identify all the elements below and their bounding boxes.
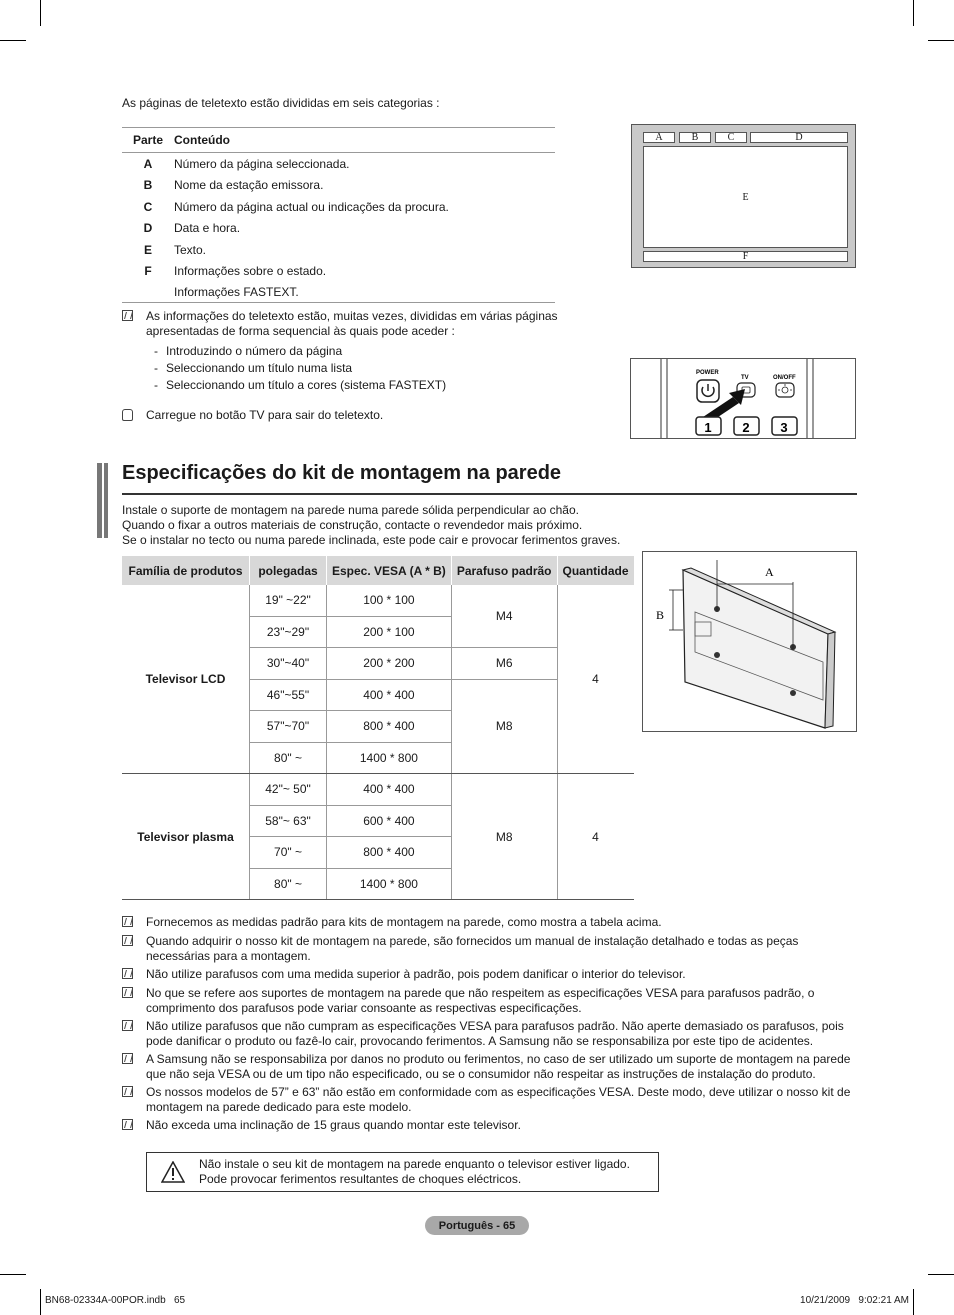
table-row (122, 585, 634, 616)
vesa-cell: 400 * 400 (327, 774, 452, 806)
list-item: Quando adquirir o nosso kit de montagem na parede, são fornecidos um manual de instalação detalhado e todas as peças necessárias para a montagem. (122, 934, 857, 964)
note-icon (122, 987, 133, 998)
vesa-cell: 800 * 400 (327, 711, 452, 743)
table-row (122, 175, 555, 197)
press-note (122, 408, 383, 425)
onoff-button-icon (776, 383, 794, 397)
heading-bar (104, 463, 108, 538)
footer-file: BN68-02334A-00POR.indb 65 (45, 1295, 186, 1306)
table-row (122, 239, 555, 261)
parts-table (122, 127, 555, 303)
page-number-badge: Português - 65 (425, 1216, 529, 1235)
crop-mark (0, 40, 26, 41)
inches-cell: 46"~55" (250, 679, 327, 711)
intro-text: As páginas de teletexto estão divididas em seis categorias : (122, 96, 440, 110)
crop-mark (928, 1274, 954, 1275)
list-item: Os nossos modelos de 57” e 63” não estão em conformidade com as especificações VESA. Deste modo, deve utilizar o nosso kit de montagem na parede dedicado para este modelo. (122, 1085, 857, 1115)
segment-d: D (750, 132, 848, 143)
note-icon (122, 1053, 133, 1064)
list-item: Não utilize parafusos que não cumpram as especificações VESA para parafusos padrão. Não aperte demasiado os parafusos, pois pode danificar o produto ou fazê-lo cair, provocando ferimentos. A Samsung não se responsabiliza por este tipo de acidentes. (122, 1019, 857, 1049)
inches-cell: 80" ~ (250, 742, 327, 774)
screw-cell: M8 (451, 679, 557, 774)
inches-cell: 42"~ 50" (250, 774, 327, 806)
segment-e: E (643, 146, 848, 248)
wall-mount-figure (642, 551, 857, 732)
inches-cell: 70" ~ (250, 837, 327, 869)
note-icon (122, 968, 133, 979)
screw-cell: M8 (451, 774, 557, 900)
part-letter: E (143, 242, 152, 257)
dimension-a-label: A (765, 565, 774, 579)
header-quantity: Quantidade (557, 556, 634, 585)
family-plasma: Televisor plasma (122, 774, 250, 900)
teletext-screen-figure (631, 124, 856, 268)
table-header-row (122, 556, 634, 585)
inches-cell: 23"~29" (250, 616, 327, 648)
part-letter: F (144, 264, 152, 279)
note-icon (122, 1020, 133, 1031)
remote-control-figure (630, 358, 856, 439)
crop-mark (928, 40, 954, 41)
vesa-cell: 200 * 200 (327, 648, 452, 680)
heading-rule (122, 493, 857, 495)
power-label: POWER (696, 370, 719, 376)
part-content: Texto. (174, 242, 207, 257)
part-letter: A (143, 156, 153, 171)
part-content: Data e hora. (174, 221, 241, 236)
tv-back-drawing (683, 568, 835, 728)
header-family: Família de produtos (122, 556, 250, 585)
key-1: 1 (704, 420, 712, 435)
vesa-cell: 800 * 400 (327, 837, 452, 869)
quantity-cell: 4 (557, 585, 634, 774)
teletext-list (146, 344, 446, 392)
table-row (122, 218, 555, 240)
segment-b: B (679, 132, 711, 143)
onoff-label: ON/OFF (773, 375, 796, 381)
note-icon (122, 1086, 133, 1097)
list-item: A Samsung não se responsabiliza por danos no produto ou ferimentos, no caso de ser utilizado um suporte de montagem na parede que não seja VESA ou de um tipo não especificado, ou se o consumidor não respeitar as instruções de instalação do produto. (122, 1052, 857, 1082)
part-letter: B (143, 178, 153, 193)
table-row (122, 261, 555, 283)
part-letter: D (143, 221, 153, 236)
note-icon (122, 935, 133, 946)
table-row (122, 196, 555, 218)
vesa-cell: 200 * 100 (327, 616, 452, 648)
inches-cell: 30"~40" (250, 648, 327, 680)
inches-cell: 57"~70" (250, 711, 327, 743)
screw-cell: M4 (451, 585, 557, 648)
note-icon (122, 310, 133, 321)
list-item: - Introduzindo o número da página (154, 344, 343, 358)
warning-box (146, 1152, 659, 1192)
section-paragraph: Instale o suporte de montagem na parede numa parede sólida perpendicular ao chão. Quando o fixar a outros materiais de construção, contacte o revendedor mais próximo. Se o instalar no tecto ou numa parede inclinada, este pode cair e provocar ferimentos graves. (122, 503, 621, 547)
part-content: Número da página seleccionada. (174, 156, 350, 171)
table-row (122, 282, 555, 302)
crop-mark (40, 0, 41, 26)
parts-table-header (122, 128, 555, 153)
vesa-cell: 100 * 100 (327, 585, 452, 616)
vesa-cell: 400 * 400 (327, 679, 452, 711)
inches-cell: 80" ~ (250, 868, 327, 900)
inches-cell: 58"~ 63" (250, 805, 327, 837)
notes-list (122, 915, 857, 1137)
note-icon (122, 916, 133, 927)
crop-mark (913, 0, 914, 26)
vesa-cell: 1400 * 800 (327, 868, 452, 900)
part-letter: C (143, 199, 153, 214)
inches-cell: 19" ~22" (250, 585, 327, 616)
header-screw: Parafuso padrão (451, 556, 557, 585)
vesa-cell: 1400 * 800 (327, 742, 452, 774)
crop-mark (40, 1289, 41, 1315)
segment-c: C (715, 132, 747, 143)
table-row (122, 774, 634, 806)
list-item: Não utilize parafusos com uma medida superior à padrão, pois podem danificar o interior do televisor. (122, 967, 857, 983)
footer-date: 10/21/2009 9:02:21 AM (800, 1295, 909, 1306)
list-item: No que se refere aos suportes de montagem na parede que não respeitem as especificações VESA para parafusos padrão, o comprimento dos parafusos pode variar consoante as respectivas especificações. (122, 986, 857, 1016)
teletext-note-text: As informações do teletexto estão, muitas vezes, divididas em várias páginas apresentadas de forma sequencial às quais pode aceder : (146, 309, 558, 338)
segment-f: F (643, 251, 848, 262)
heading-bar (97, 463, 102, 538)
digit-keys (696, 417, 797, 435)
crop-mark (913, 1289, 914, 1315)
list-item: - Seleccionando um título numa lista (154, 361, 353, 375)
segment-a: A (643, 132, 675, 143)
part-content-extra: Informações FASTEXT. (174, 285, 299, 299)
list-item: Fornecemos as medidas padrão para kits de montagem na parede, como mostra a tabela acima. (122, 915, 857, 931)
note-icon (122, 1119, 133, 1130)
tv-label: TV (741, 375, 749, 381)
list-item: Não exceda uma inclinação de 15 graus quando montar este televisor. (122, 1118, 857, 1134)
header-vesa: Espec. VESA (A * B) (327, 556, 452, 585)
vesa-cell: 600 * 400 (327, 805, 452, 837)
warning-text: Não instale o seu kit de montagem na parede enquanto o televisor estiver ligado. Pode provocar ferimentos resultantes de choques eléctricos. (199, 1157, 630, 1186)
header-inches: polegadas (250, 556, 327, 585)
teletext-note (122, 309, 582, 339)
dimension-b-label: B (656, 608, 665, 622)
quantity-cell: 4 (557, 774, 634, 900)
header-part: Parte (132, 133, 164, 147)
list-item: - Seleccionando um título a cores (sistema FASTEXT) (154, 378, 447, 392)
family-lcd: Televisor LCD (122, 585, 250, 774)
press-note-text: Carregue no botão TV para sair do teletexto. (146, 408, 384, 422)
table-row (122, 153, 555, 175)
vesa-table (122, 556, 634, 900)
header-content: Conteúdo (174, 133, 230, 147)
crop-mark (0, 1274, 26, 1275)
screw-cell: M6 (451, 648, 557, 680)
key-2: 2 (742, 420, 750, 435)
power-button-icon (697, 380, 719, 402)
key-3: 3 (780, 420, 788, 435)
part-content: Informações sobre o estado. (174, 264, 327, 279)
part-content: Nome da estação emissora. (174, 178, 324, 193)
warning-icon (161, 1161, 185, 1183)
part-content: Número da página actual ou indicações da procura. (174, 199, 449, 214)
hand-press-icon (122, 409, 133, 421)
section-title: Especificações do kit de montagem na parede (122, 462, 562, 484)
